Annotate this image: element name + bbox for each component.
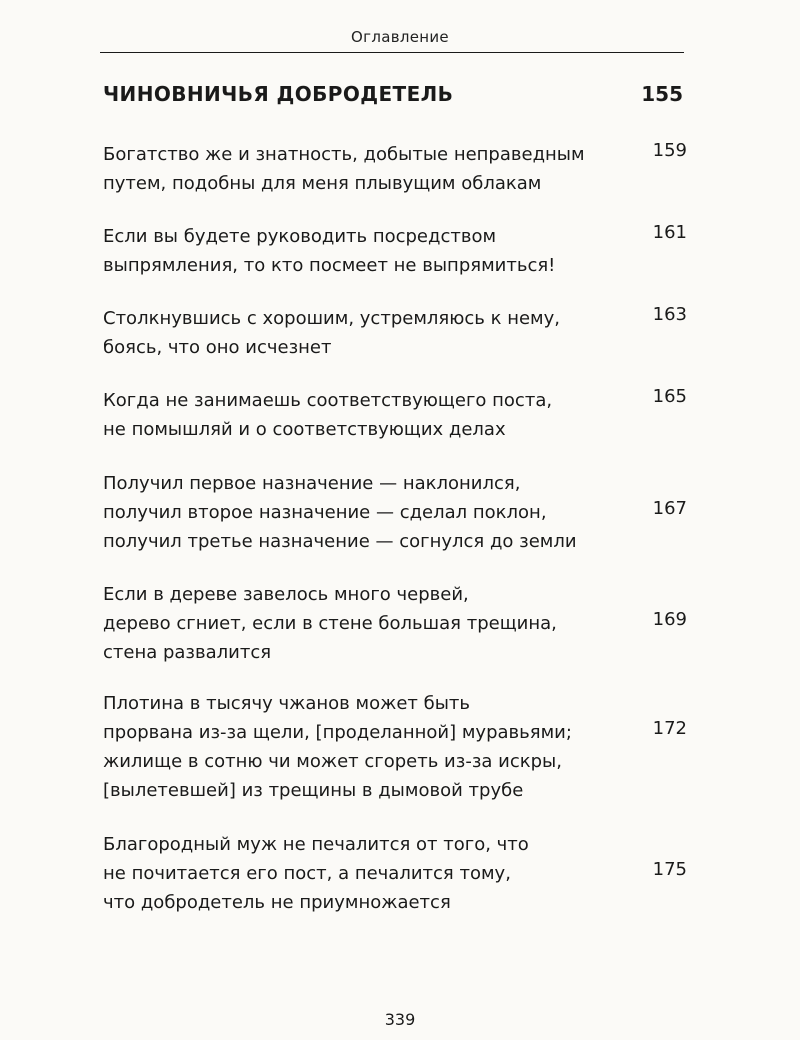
toc-entry-line: Богатство же и знатность, добытые неправедным [103, 144, 585, 165]
toc-entry-line: получил третье назначение — согнулся до земли [103, 531, 577, 552]
toc-entry-line: не почитается его пост, а печалится тому, [103, 863, 511, 884]
section-heading [103, 82, 683, 112]
toc-entry-line: прорвана из-за щели, [проделанной] муравьями; [103, 722, 572, 743]
toc-entry-page-number: 172 [652, 718, 687, 739]
section-page-number: 155 [641, 82, 683, 106]
section-title: ЧИНОВНИЧЬЯ ДОБРОДЕТЕЛЬ [103, 82, 454, 106]
toc-entry-line: стена развалится [103, 642, 272, 663]
toc-entry-page-number: 161 [652, 222, 687, 243]
running-head: Оглавление [351, 28, 449, 46]
toc-entry-line: [вылетевшей] из трещины в дымовой трубе [103, 780, 524, 801]
toc-entry-page-number: 165 [652, 386, 687, 407]
toc-entry-line: путем, подобны для меня плывущим облакам [103, 173, 542, 194]
page-number-folio: 339 [384, 1010, 416, 1029]
toc-entry-text [103, 304, 603, 362]
toc-entry-page-number: 175 [652, 859, 687, 880]
toc-entry-line: Если вы будете руководить посредством [103, 226, 497, 247]
toc-entry-line: Когда не занимаешь соответствующего поста, [103, 390, 553, 411]
toc-entry-page-number: 163 [652, 304, 687, 325]
toc-entry-text [103, 222, 603, 280]
toc-entry-line: выпрямления, то кто посмеет не выпрямиться! [103, 255, 556, 276]
toc-entry-page-number: 159 [652, 140, 687, 161]
toc-entry-line: Плотина в тысячу чжанов может быть [103, 693, 471, 714]
toc-entry-line: боясь, что оно исчезнет [103, 337, 332, 358]
toc-entry-line: дерево сгниет, если в стене большая трещина, [103, 613, 557, 634]
toc-entry-page-number: 167 [652, 498, 687, 519]
toc-entry-text [103, 689, 603, 805]
toc-entry-text [103, 469, 603, 556]
toc-entry-line: жилище в сотню чи может сгореть из-за искры, [103, 751, 562, 772]
toc-entry-line: что добродетель не приумножается [103, 892, 451, 913]
toc-entry-line: Получил первое назначение — наклонился, [103, 473, 521, 494]
header-rule [100, 52, 684, 53]
toc-entry-line: Благородный муж не печалится от того, что [103, 834, 529, 855]
toc-entry-page-number: 169 [652, 609, 687, 630]
toc-entry-line: Столкнувшись с хорошим, устремляюсь к нему, [103, 308, 560, 329]
toc-entry-text [103, 386, 603, 444]
toc-entry-text [103, 140, 603, 198]
toc-entry-line: не помышляй и о соответствующих делах [103, 419, 506, 440]
toc-entry-text [103, 830, 603, 917]
toc-entry-line: Если в дереве завелось много червей, [103, 584, 469, 605]
toc-entry-line: получил второе назначение — сделал поклон, [103, 502, 547, 523]
toc-entry-text [103, 580, 603, 667]
